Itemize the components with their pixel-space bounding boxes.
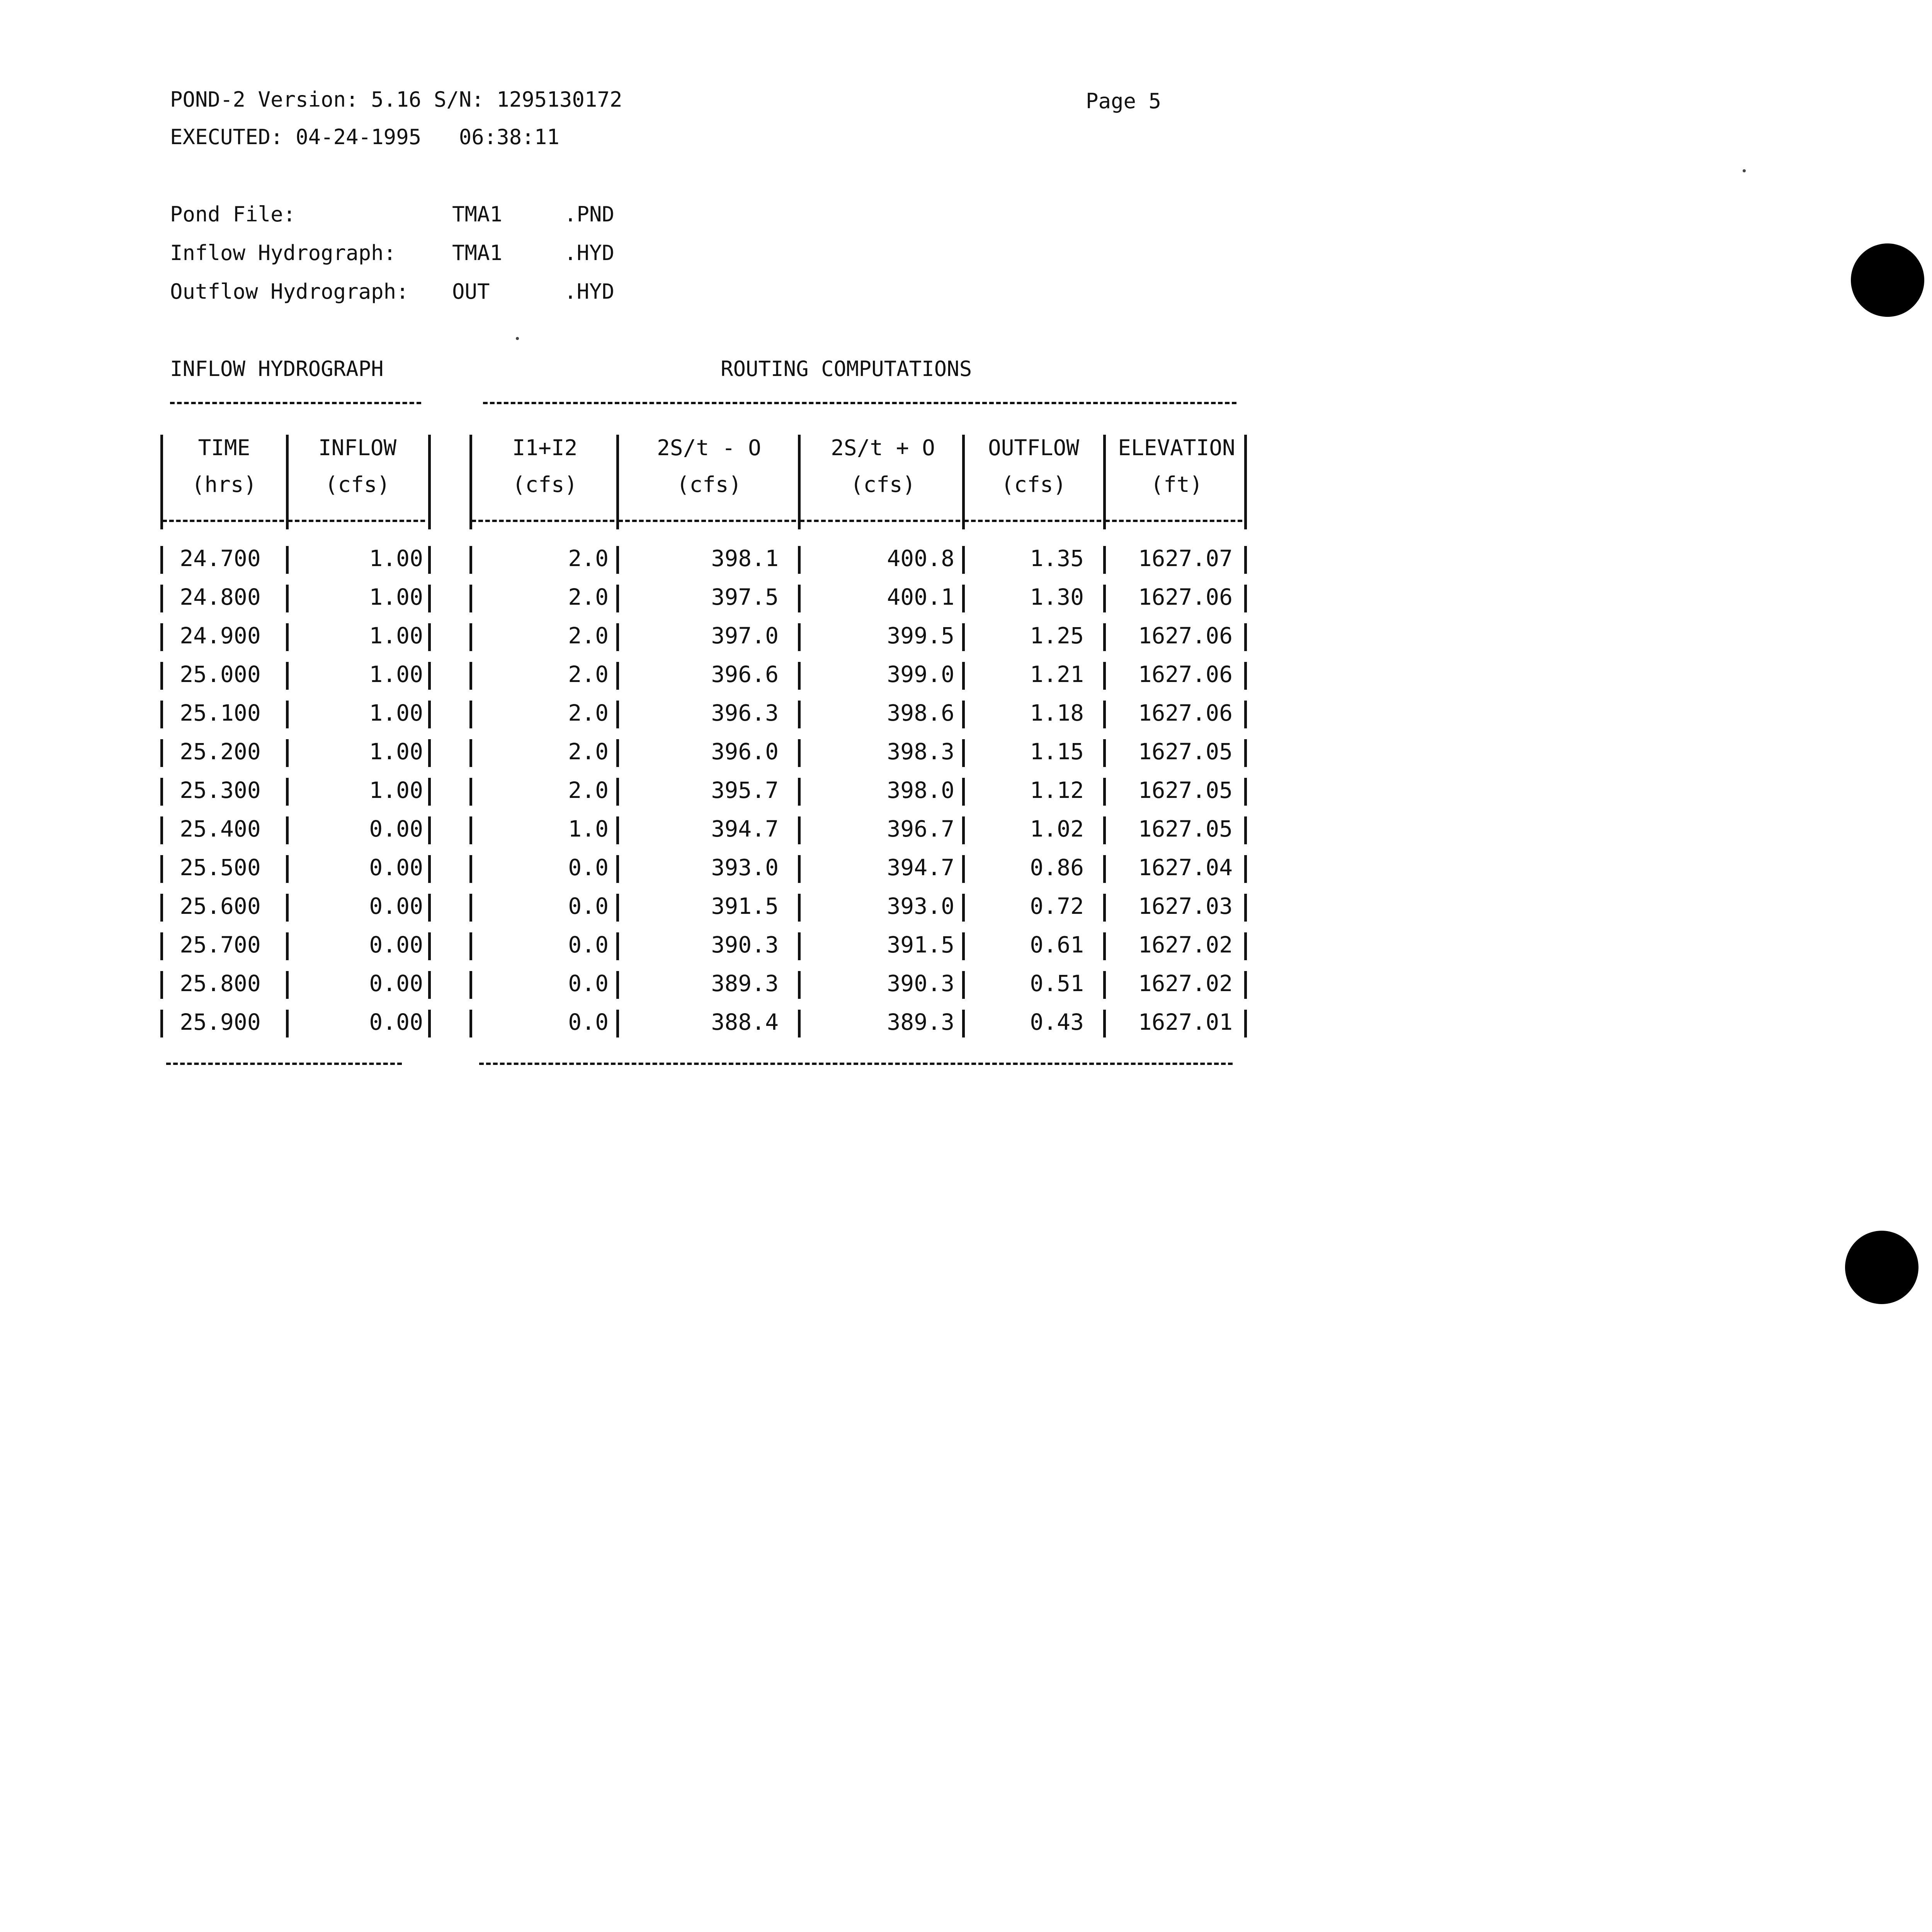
table-cell: 1627.06 xyxy=(1138,584,1233,610)
table-cell: 1627.04 xyxy=(1138,854,1233,881)
column-divider xyxy=(428,701,431,728)
column-divider xyxy=(1103,932,1106,960)
column-divider xyxy=(469,623,472,651)
column-divider xyxy=(286,1010,289,1037)
column-divider xyxy=(798,739,801,767)
column-unit: (cfs) xyxy=(1001,472,1066,497)
table-cell: 1627.06 xyxy=(1138,700,1233,726)
outflow-hydrograph-name: OUT xyxy=(452,279,490,304)
table-cell: 400.1 xyxy=(887,584,954,610)
table-cell: 1.00 xyxy=(369,777,423,803)
table-cell: 389.3 xyxy=(711,970,779,997)
table-cell: 1.12 xyxy=(1030,777,1084,803)
table-cell: 391.5 xyxy=(887,932,954,958)
column-divider xyxy=(428,623,431,651)
time-cell: 25.100 xyxy=(180,700,261,726)
header-separator xyxy=(1105,520,1242,522)
column-divider xyxy=(428,971,431,999)
table-cell: 1.25 xyxy=(1030,622,1084,649)
column-header: 2S/t - O xyxy=(657,435,761,461)
column-divider xyxy=(1103,435,1106,529)
column-divider xyxy=(616,894,619,922)
table-cell: 398.3 xyxy=(887,738,954,765)
column-divider xyxy=(798,546,801,574)
time-cell: 25.600 xyxy=(180,893,261,919)
column-divider xyxy=(616,855,619,883)
column-divider xyxy=(286,855,289,883)
table-cell: 398.1 xyxy=(711,545,779,571)
column-divider xyxy=(798,932,801,960)
column-divider xyxy=(469,778,472,806)
table-cell: 0.00 xyxy=(369,1009,423,1035)
inflow-top-rule xyxy=(170,402,421,404)
column-divider xyxy=(616,778,619,806)
time-cell: 25.000 xyxy=(180,661,261,687)
table-cell: 1627.05 xyxy=(1138,777,1233,803)
column-divider xyxy=(286,778,289,806)
column-divider xyxy=(286,816,289,844)
table-cell: 1.00 xyxy=(369,661,423,687)
column-divider xyxy=(286,546,289,574)
column-divider xyxy=(798,435,801,529)
column-divider xyxy=(1244,894,1247,922)
column-divider xyxy=(616,701,619,728)
column-divider xyxy=(160,435,163,529)
table-cell: 2.0 xyxy=(568,584,609,610)
table-cell: 1.21 xyxy=(1030,661,1084,687)
inflow-bottom-rule xyxy=(166,1063,402,1065)
table-cell: 0.0 xyxy=(568,932,609,958)
inflow-hydrograph-ext: .HYD xyxy=(564,241,615,265)
column-divider xyxy=(616,585,619,612)
column-unit: (hrs) xyxy=(191,472,257,497)
column-divider xyxy=(616,1010,619,1037)
column-unit: (cfs) xyxy=(850,472,916,497)
routing-computations-title: ROUTING COMPUTATIONS xyxy=(721,357,972,381)
header-separator xyxy=(162,520,284,522)
column-divider xyxy=(160,623,163,651)
column-divider xyxy=(469,1010,472,1037)
table-cell: 1.0 xyxy=(568,816,609,842)
table-cell: 0.00 xyxy=(369,854,423,881)
column-divider xyxy=(428,435,431,529)
table-cell: 394.7 xyxy=(887,854,954,881)
scan-speck xyxy=(516,337,519,340)
column-divider xyxy=(962,546,965,574)
header-separator xyxy=(800,520,960,522)
table-cell: 1627.01 xyxy=(1138,1009,1233,1035)
table-cell: 0.61 xyxy=(1030,932,1084,958)
page-label: Page 5 xyxy=(1086,89,1162,113)
table-cell: 396.6 xyxy=(711,661,779,687)
column-divider xyxy=(160,701,163,728)
table-cell: 0.43 xyxy=(1030,1009,1084,1035)
column-divider xyxy=(1244,1010,1247,1037)
column-divider xyxy=(469,816,472,844)
column-divider xyxy=(428,1010,431,1037)
table-cell: 397.0 xyxy=(711,622,779,649)
column-divider xyxy=(962,894,965,922)
table-cell: 2.0 xyxy=(568,777,609,803)
table-cell: 1.00 xyxy=(369,738,423,765)
column-divider xyxy=(1244,855,1247,883)
time-cell: 24.700 xyxy=(180,545,261,571)
column-divider xyxy=(962,932,965,960)
column-divider xyxy=(1103,662,1106,690)
column-divider xyxy=(428,585,431,612)
column-divider xyxy=(286,662,289,690)
table-cell: 1627.02 xyxy=(1138,970,1233,997)
column-divider xyxy=(286,739,289,767)
program-version-line: POND-2 Version: 5.16 S/N: 1295130172 xyxy=(170,87,622,112)
column-divider xyxy=(160,778,163,806)
table-cell: 395.7 xyxy=(711,777,779,803)
table-cell: 0.0 xyxy=(568,1009,609,1035)
header-separator xyxy=(471,520,614,522)
table-cell: 396.0 xyxy=(711,738,779,765)
table-cell: 1627.06 xyxy=(1138,622,1233,649)
column-divider xyxy=(469,971,472,999)
column-divider xyxy=(160,932,163,960)
column-divider xyxy=(469,546,472,574)
column-divider xyxy=(1103,701,1106,728)
table-cell: 1627.03 xyxy=(1138,893,1233,919)
table-cell: 1.00 xyxy=(369,545,423,571)
table-cell: 1627.06 xyxy=(1138,661,1233,687)
table-cell: 2.0 xyxy=(568,700,609,726)
time-cell: 24.800 xyxy=(180,584,261,610)
table-cell: 0.00 xyxy=(369,893,423,919)
column-divider xyxy=(428,932,431,960)
column-divider xyxy=(616,971,619,999)
time-cell: 25.200 xyxy=(180,738,261,765)
column-divider xyxy=(160,971,163,999)
column-divider xyxy=(428,855,431,883)
binder-hole-top xyxy=(1851,243,1924,317)
column-header: I1+I2 xyxy=(512,435,578,461)
column-divider xyxy=(160,585,163,612)
column-divider xyxy=(798,1010,801,1037)
column-divider xyxy=(286,894,289,922)
pond-file-label: Pond File: xyxy=(170,202,296,226)
time-cell: 25.400 xyxy=(180,816,261,842)
column-divider xyxy=(962,435,965,529)
binder-hole-middle xyxy=(1845,1231,1918,1304)
time-cell: 24.900 xyxy=(180,622,261,649)
table-cell: 390.3 xyxy=(887,970,954,997)
column-divider xyxy=(962,855,965,883)
table-cell: 1.35 xyxy=(1030,545,1084,571)
column-divider xyxy=(1244,585,1247,612)
table-cell: 0.0 xyxy=(568,970,609,997)
column-divider xyxy=(286,701,289,728)
table-cell: 1627.07 xyxy=(1138,545,1233,571)
table-cell: 398.0 xyxy=(887,777,954,803)
table-cell: 391.5 xyxy=(711,893,779,919)
column-divider xyxy=(962,1010,965,1037)
table-cell: 393.0 xyxy=(887,893,954,919)
column-divider xyxy=(469,585,472,612)
table-cell: 1.30 xyxy=(1030,584,1084,610)
column-divider xyxy=(962,701,965,728)
column-divider xyxy=(962,778,965,806)
inflow-hydrograph-label: Inflow Hydrograph: xyxy=(170,241,396,265)
column-divider xyxy=(160,546,163,574)
table-cell: 0.72 xyxy=(1030,893,1084,919)
table-cell: 1.15 xyxy=(1030,738,1084,765)
column-divider xyxy=(1244,739,1247,767)
column-divider xyxy=(1244,971,1247,999)
column-divider xyxy=(798,585,801,612)
column-divider xyxy=(1244,778,1247,806)
table-cell: 393.0 xyxy=(711,854,779,881)
column-divider xyxy=(469,932,472,960)
column-divider xyxy=(469,701,472,728)
column-divider xyxy=(428,816,431,844)
column-divider xyxy=(962,816,965,844)
time-cell: 25.900 xyxy=(180,1009,261,1035)
inflow-hydrograph-name: TMA1 xyxy=(452,241,503,265)
column-header: 2S/t + O xyxy=(831,435,935,461)
column-divider xyxy=(616,739,619,767)
table-cell: 0.0 xyxy=(568,854,609,881)
table-cell: 2.0 xyxy=(568,661,609,687)
pond-file-name: TMA1 xyxy=(452,202,503,226)
column-divider xyxy=(616,932,619,960)
time-cell: 25.700 xyxy=(180,932,261,958)
time-cell: 25.300 xyxy=(180,777,261,803)
column-divider xyxy=(616,435,619,529)
routing-top-rule xyxy=(483,402,1236,404)
column-divider xyxy=(286,623,289,651)
column-divider xyxy=(1103,546,1106,574)
executed-line: EXECUTED: 04-24-1995 06:38:11 xyxy=(170,125,560,149)
table-cell: 0.00 xyxy=(369,932,423,958)
column-divider xyxy=(469,662,472,690)
table-cell: 399.0 xyxy=(887,661,954,687)
column-divider xyxy=(1103,816,1106,844)
column-divider xyxy=(798,623,801,651)
column-divider xyxy=(962,623,965,651)
column-divider xyxy=(616,623,619,651)
header-separator xyxy=(288,520,425,522)
table-cell: 0.0 xyxy=(568,893,609,919)
column-divider xyxy=(160,662,163,690)
column-divider xyxy=(1103,894,1106,922)
column-header: TIME xyxy=(198,435,250,461)
column-unit: (cfs) xyxy=(325,472,390,497)
table-cell: 1627.05 xyxy=(1138,738,1233,765)
column-divider xyxy=(798,816,801,844)
column-divider xyxy=(1103,778,1106,806)
column-divider xyxy=(798,701,801,728)
column-divider xyxy=(286,932,289,960)
table-cell: 389.3 xyxy=(887,1009,954,1035)
table-cell: 1.18 xyxy=(1030,700,1084,726)
column-divider xyxy=(1103,855,1106,883)
pond-file-ext: .PND xyxy=(564,202,615,226)
column-divider xyxy=(1244,623,1247,651)
table-cell: 398.6 xyxy=(887,700,954,726)
column-divider xyxy=(469,894,472,922)
table-cell: 397.5 xyxy=(711,584,779,610)
table-cell: 2.0 xyxy=(568,545,609,571)
column-divider xyxy=(160,1010,163,1037)
column-divider xyxy=(1244,662,1247,690)
table-cell: 400.8 xyxy=(887,545,954,571)
table-cell: 396.7 xyxy=(887,816,954,842)
column-divider xyxy=(286,435,289,529)
column-divider xyxy=(1244,816,1247,844)
time-cell: 25.500 xyxy=(180,854,261,881)
column-divider xyxy=(1103,739,1106,767)
table-cell: 399.5 xyxy=(887,622,954,649)
column-divider xyxy=(962,739,965,767)
column-divider xyxy=(616,662,619,690)
routing-bottom-rule xyxy=(479,1063,1233,1065)
column-divider xyxy=(1244,701,1247,728)
column-divider xyxy=(428,546,431,574)
table-cell: 1.00 xyxy=(369,584,423,610)
column-divider xyxy=(1103,971,1106,999)
column-divider xyxy=(428,739,431,767)
table-cell: 2.0 xyxy=(568,738,609,765)
column-divider xyxy=(160,739,163,767)
column-divider xyxy=(286,971,289,999)
column-header: ELEVATION xyxy=(1118,435,1235,461)
column-divider xyxy=(469,435,472,529)
time-cell: 25.800 xyxy=(180,970,261,997)
column-divider xyxy=(286,585,289,612)
column-divider xyxy=(798,855,801,883)
outflow-hydrograph-ext: .HYD xyxy=(564,279,615,304)
column-divider xyxy=(1244,435,1247,529)
column-unit: (ft) xyxy=(1150,472,1203,497)
header-separator xyxy=(964,520,1101,522)
column-divider xyxy=(616,546,619,574)
column-divider xyxy=(962,585,965,612)
column-divider xyxy=(798,778,801,806)
table-cell: 396.3 xyxy=(711,700,779,726)
header-separator xyxy=(618,520,796,522)
scan-speck xyxy=(1743,169,1746,172)
column-header: INFLOW xyxy=(318,435,397,461)
table-cell: 0.86 xyxy=(1030,854,1084,881)
column-divider xyxy=(469,855,472,883)
table-cell: 0.51 xyxy=(1030,970,1084,997)
column-unit: (cfs) xyxy=(676,472,742,497)
column-divider xyxy=(962,971,965,999)
table-cell: 1.02 xyxy=(1030,816,1084,842)
column-divider xyxy=(160,894,163,922)
table-cell: 390.3 xyxy=(711,932,779,958)
table-cell: 0.00 xyxy=(369,816,423,842)
column-divider xyxy=(1244,546,1247,574)
table-cell: 1627.05 xyxy=(1138,816,1233,842)
column-divider xyxy=(798,894,801,922)
column-divider xyxy=(428,778,431,806)
column-divider xyxy=(962,662,965,690)
table-cell: 388.4 xyxy=(711,1009,779,1035)
column-divider xyxy=(1103,585,1106,612)
column-divider xyxy=(1103,1010,1106,1037)
table-cell: 1.00 xyxy=(369,700,423,726)
table-cell: 1627.02 xyxy=(1138,932,1233,958)
column-divider xyxy=(616,816,619,844)
outflow-hydrograph-label: Outflow Hydrograph: xyxy=(170,279,409,304)
column-divider xyxy=(160,855,163,883)
column-divider xyxy=(1244,932,1247,960)
table-cell: 2.0 xyxy=(568,622,609,649)
column-divider xyxy=(428,894,431,922)
table-cell: 1.00 xyxy=(369,622,423,649)
column-divider xyxy=(1103,623,1106,651)
column-divider xyxy=(798,971,801,999)
column-divider xyxy=(428,662,431,690)
column-header: OUTFLOW xyxy=(988,435,1079,461)
table-cell: 394.7 xyxy=(711,816,779,842)
column-divider xyxy=(160,816,163,844)
column-divider xyxy=(469,739,472,767)
table-cell: 0.00 xyxy=(369,970,423,997)
column-unit: (cfs) xyxy=(512,472,578,497)
inflow-hydrograph-title: INFLOW HYDROGRAPH xyxy=(170,357,384,381)
column-divider xyxy=(798,662,801,690)
